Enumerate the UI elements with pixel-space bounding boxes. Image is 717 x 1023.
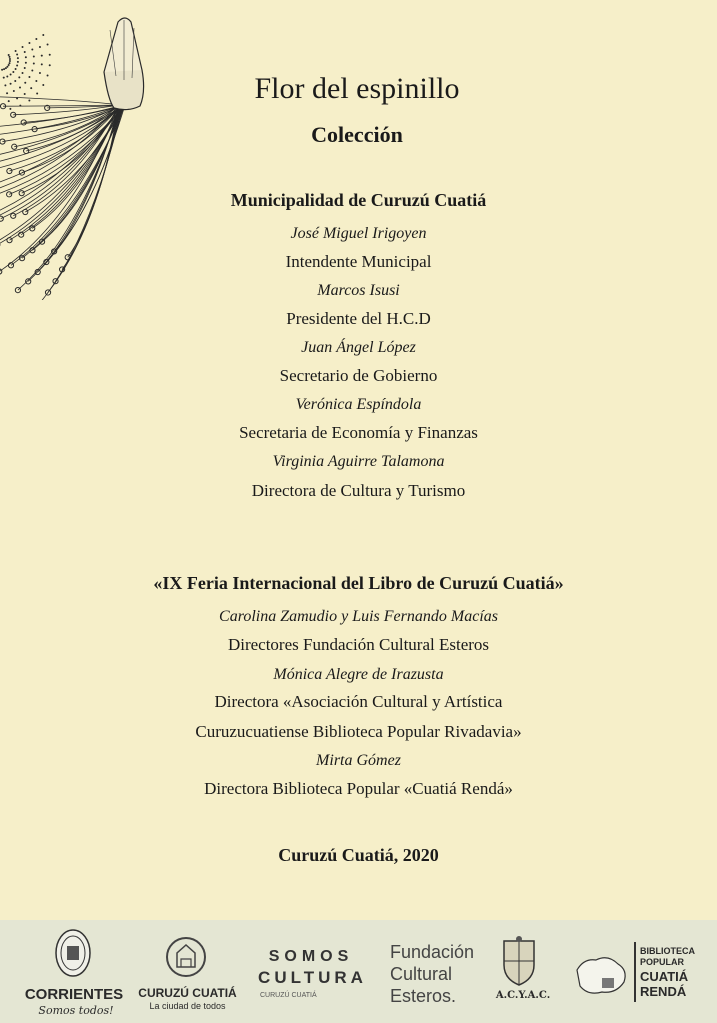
somos-label: SOMOS: [268, 948, 354, 965]
corrientes-label: CORRIENTES: [24, 986, 124, 1003]
person-name: Virginia Aguirre Talamona: [272, 453, 445, 470]
curuzu-cuatia-logo: [135, 920, 240, 1023]
person-role: Intendente Municipal: [285, 252, 432, 271]
biblioteca-divider: [634, 942, 636, 1002]
person-role: Directora Biblioteca Popular «Cuatiá Rendá»: [204, 779, 513, 798]
acyac-logo: [488, 920, 558, 1023]
feria-heading: «IX Feria Internacional del Libro de Curuzú Cuatiá»: [153, 573, 564, 593]
person-name: José Miguel Irigoyen: [290, 225, 427, 242]
fundacion-line1: Fundación: [390, 942, 475, 962]
biblioteca-cuatia-renda-logo: [572, 920, 697, 1023]
municipalidad-heading: Municipalidad de Curuzú Cuatiá: [230, 190, 487, 210]
corrientes-tagline: Somos todos!: [38, 1004, 114, 1017]
person-role: Directores Fundación Cultural Esteros: [227, 635, 490, 654]
curuzu-emblem-icon: [165, 935, 207, 979]
biblioteca-line4: RENDÁ: [640, 984, 687, 999]
person-name: Juan Ángel López: [301, 339, 416, 356]
biblioteca-line2: POPULAR: [640, 957, 685, 967]
person-role: Directora «Asociación Cultural y Artística: [214, 692, 503, 711]
fundacion-line2: Cultural: [390, 964, 453, 984]
person-role: Secretario de Gobierno: [279, 366, 438, 385]
footer-logos-band: [0, 920, 717, 1023]
acyac-label: A.C.Y.A.C.: [495, 990, 551, 1001]
person-name: Mónica Alegre de Irazusta: [273, 666, 444, 683]
person-role: Presidente del H.C.D: [286, 309, 431, 328]
person-name: Verónica Espíndola: [295, 396, 422, 413]
page-title: Flor del espinillo: [254, 72, 460, 105]
closing-place-date: Curuzú Cuatiá, 2020: [278, 845, 439, 865]
acyac-crest-icon: [500, 935, 538, 987]
fundacion-esteros-logo: [388, 920, 488, 1023]
cultura-label: CULTURA: [258, 968, 367, 987]
corrientes-shield-icon: [54, 928, 92, 978]
fundacion-line3: Esteros.: [390, 986, 457, 1006]
person-name: Mirta Gómez: [316, 752, 401, 769]
person-role: Secretaria de Economía y Finanzas: [239, 423, 478, 442]
corrientes-logo: [24, 920, 124, 1023]
somos-small-label: CURUZÚ CUATIÁ: [260, 992, 317, 999]
person-role-continued: Curuzucuatiense Biblioteca Popular Rivadavia»: [195, 722, 522, 741]
map-outline-icon: [572, 950, 632, 1000]
biblioteca-line3: CUATIÁ: [640, 969, 689, 984]
person-name: Marcos Isusi: [317, 282, 400, 299]
curuzu-tagline: La ciudad de todos: [149, 1001, 226, 1011]
person-name: Carolina Zamudio y Luis Fernando Macías: [219, 608, 498, 625]
somos-cultura-logo: [255, 920, 370, 1023]
person-role: Directora de Cultura y Turismo: [251, 481, 466, 500]
page-subtitle: Colección: [311, 122, 403, 147]
curuzu-label: CURUZÚ CUATIÁ: [138, 986, 237, 1000]
biblioteca-line1: BIBLIOTECA: [640, 946, 695, 956]
